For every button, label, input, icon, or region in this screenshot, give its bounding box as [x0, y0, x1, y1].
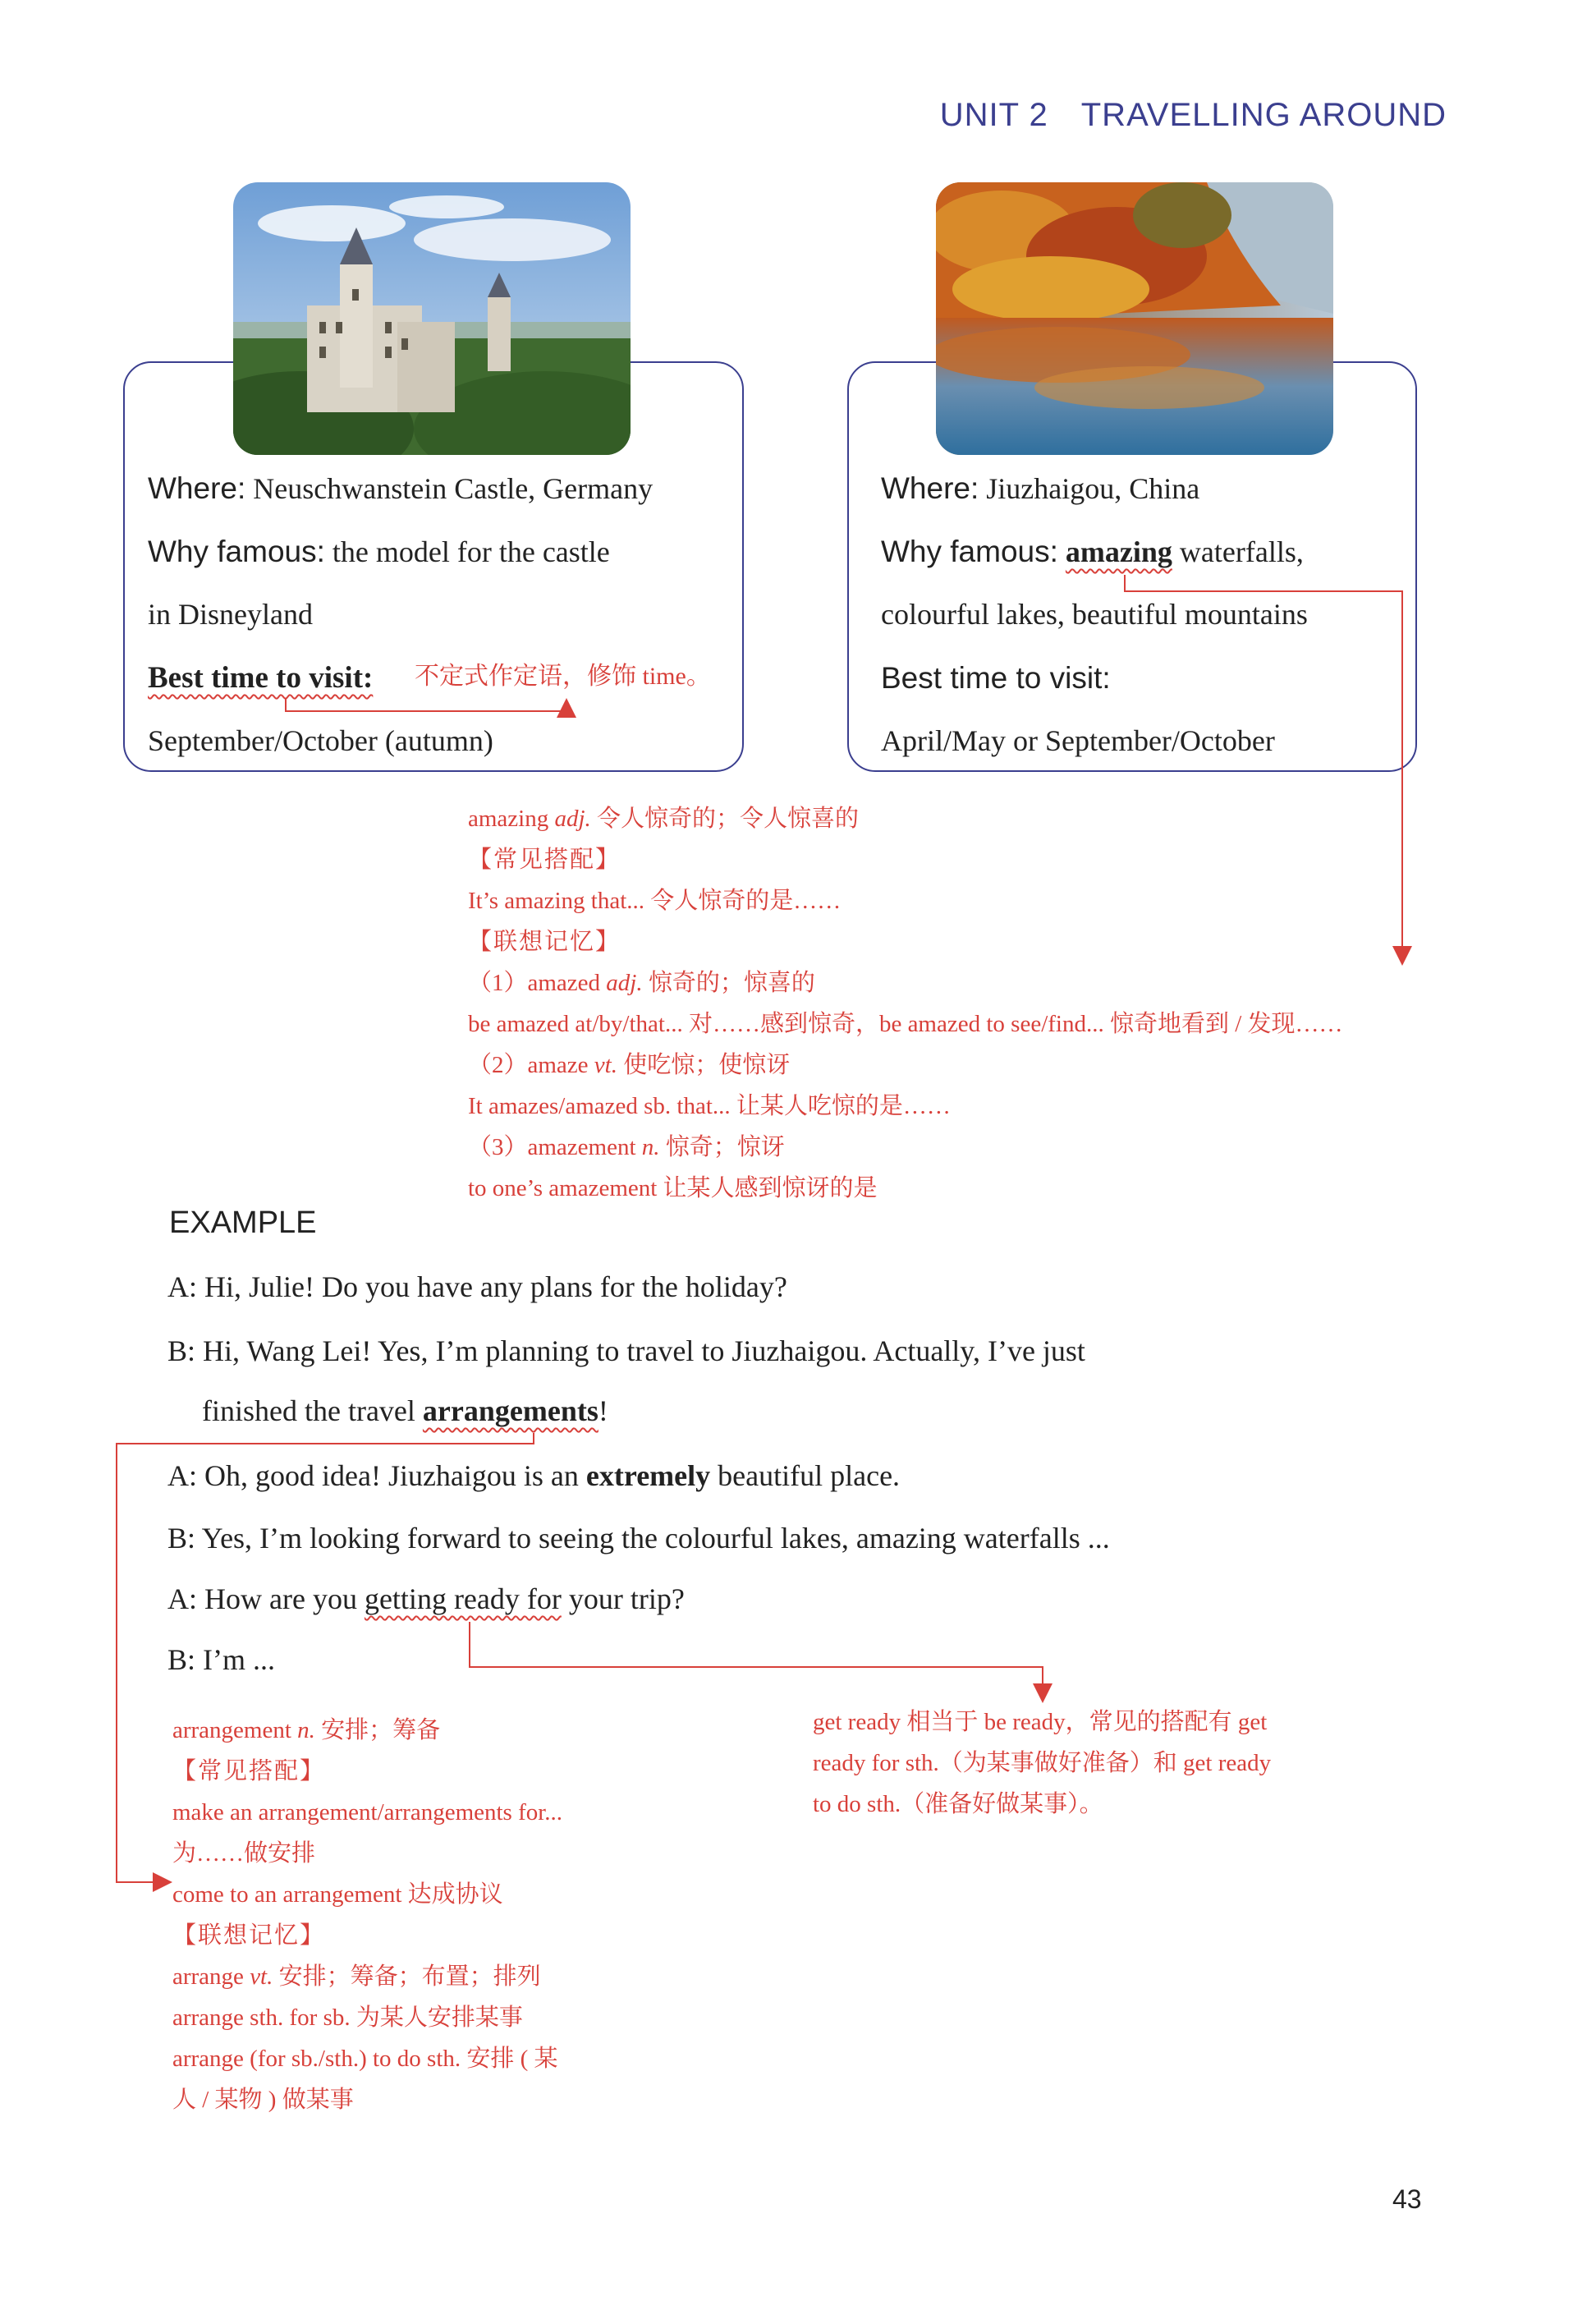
note-heading: 【常见搭配】	[468, 847, 621, 873]
note-line: arrange (for sb./sth.) to do sth. 安排 ( 某	[172, 2046, 558, 2072]
note-line: get ready 相当于 be ready，常见的搭配有 get	[813, 1709, 1268, 1735]
why-label: Why famous:	[881, 535, 1058, 568]
where-value: Jiuzhaigou, China	[986, 472, 1200, 505]
unit-title: TRAVELLING AROUND	[1080, 97, 1447, 133]
note-line: （2）amaze vt. 使吃惊；使惊讶	[468, 1052, 791, 1078]
example-heading: EXAMPLE	[169, 1206, 317, 1240]
note-line: It amazes/amazed sb. that... 让某人吃惊的是……	[468, 1093, 951, 1119]
why-value: the model for the castle	[332, 535, 610, 568]
dialogue-line: A: How are you getting ready for your trip?	[167, 1582, 685, 1615]
best-time-label: Best time to visit:	[881, 661, 1111, 695]
note-heading: 【常见搭配】	[172, 1758, 326, 1784]
dialogue-line: B: Hi, Wang Lei! Yes, I’m planning to travel to Jiuzhaigou. Actually, I’ve just	[167, 1334, 1085, 1367]
note-heading: 【联想记忆】	[172, 1922, 326, 1949]
dialogue-line: A: Hi, Julie! Do you have any plans for the holiday?	[167, 1270, 787, 1303]
note-line: make an arrangement/arrangements for...	[172, 1799, 563, 1825]
dialogue-line: finished the travel arrangements!	[202, 1394, 608, 1427]
note-line: come to an arrangement 达成协议	[172, 1881, 503, 1908]
where-label: Where:	[148, 471, 246, 505]
extremely-keyword: extremely	[585, 1459, 711, 1492]
note-line: （1）amazed adj. 惊奇的；惊喜的	[468, 970, 815, 996]
best-time-connector	[286, 698, 566, 711]
note-line: 为……做安排	[172, 1840, 316, 1867]
why-label: Why famous:	[148, 535, 325, 568]
why-value: waterfalls,	[1179, 535, 1304, 568]
why-value-continued: in Disneyland	[148, 598, 313, 631]
left-best-value: September/October (autumn)	[148, 724, 493, 757]
note-line: ready for sth.（为某事做好准备）和 get ready	[813, 1750, 1272, 1776]
note-line: to one’s amazement 让某人感到惊讶的是	[468, 1175, 878, 1201]
note-line: amazing adj. 令人惊奇的；令人惊喜的	[468, 806, 860, 832]
right-best-value: April/May or September/October	[881, 724, 1275, 757]
get-ready-connector	[470, 1622, 1043, 1700]
where-label: Where:	[881, 471, 979, 505]
arrangements-connector	[117, 1433, 534, 1882]
note-line: （3）amazement n. 惊奇；惊讶	[468, 1134, 785, 1160]
arrangements-keyword: arrangements	[422, 1394, 598, 1427]
amazing-keyword: amazing	[1065, 535, 1172, 568]
amazing-connector	[1125, 575, 1402, 962]
getting-ready-phrase: getting ready for	[364, 1582, 562, 1615]
note-line: arrange sth. for sb. 为某人安排某事	[172, 2005, 523, 2031]
note-line: It’s amazing that... 令人惊奇的是……	[468, 888, 842, 914]
page-number: 43	[1392, 2184, 1422, 2214]
note-line: be amazed at/by/that... 对……感到惊奇，be amazed to see/find... 惊奇地看到 / 发现……	[468, 1011, 1343, 1037]
note-line: arrangement n. 安排；筹备	[172, 1717, 441, 1743]
right-why-line-2: colourful lakes, beautiful mountains	[881, 598, 1308, 631]
unit-label: UNIT 2	[939, 97, 1048, 133]
note-line: arrange vt. 安排；筹备；布置；排列	[172, 1963, 541, 1990]
dialogue-line: A: Oh, good idea! Jiuzhaigou is an extremely beautiful place.	[167, 1459, 901, 1492]
infinitive-note: 不定式作定语，修饰 time。	[415, 663, 711, 690]
note-heading: 【联想记忆】	[468, 929, 621, 955]
dialogue-line: B: I’m ...	[167, 1643, 275, 1676]
note-line: to do sth.（准备好做某事）。	[813, 1791, 1103, 1817]
dialogue-line: B: Yes, I’m looking forward to seeing the colourful lakes, amazing waterfalls ...	[167, 1522, 1110, 1555]
note-line: 人 / 某物 ) 做某事	[172, 2087, 354, 2113]
best-time-label: Best time to visit:	[148, 661, 374, 695]
where-value: Neuschwanstein Castle, Germany	[253, 472, 654, 505]
